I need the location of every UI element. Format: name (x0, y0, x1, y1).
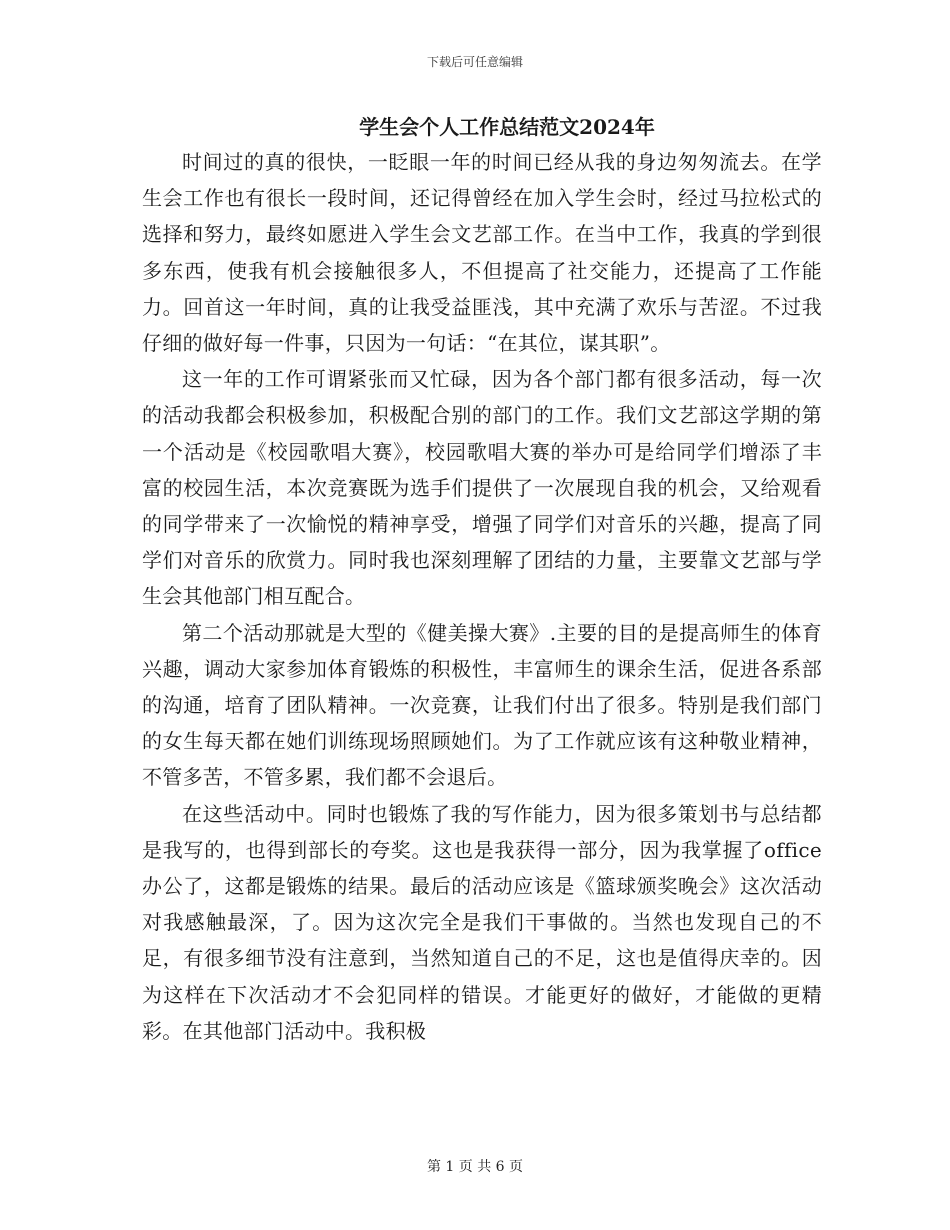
paragraph-3: 第二个活动那就是大型的《健美操大赛》.主要的目的是提高师生的体育兴趣，调动大家参加体育锻炼的积极性，丰富师生的课余生活，促进各系部的沟通，培育了团队精神。一次竞赛，让我们付出了很多。特别是我们部门的女生每天都在她们训练现场照顾她们。为了工作就应该有这种敬业精神，不管多苦，不管多累，我们都不会退后。 (142, 620, 822, 790)
page-header-note: 下载后可任意编辑 (426, 55, 523, 69)
document-title: 学生会个人工作总结范文2024年 (359, 115, 655, 139)
page-number-footer: 第 1 页 共 6 页 (426, 1159, 524, 1175)
paragraph-4: 在这些活动中。同时也锻炼了我的写作能力，因为很多策划书与总结都是我写的，也得到部长的夸奖。这也是我获得一部分，因为我掌握了office办公了，这都是锻炼的结果。最后的活动应该是《篮球颁奖晚会》这次活动对我感触最深，了。因为这次完全是我们干事做的。当然也发现自己的不足，有很多细节没有注意到，当然知道自己的不足，这也是值得庆幸的。因为这样在下次活动才不会犯同样的错误。才能更好的做好，才能做的更精彩。在其他部门活动中。我积极 (142, 801, 822, 1043)
paragraph-1: 时间过的真的很快，一眨眼一年的时间已经从我的身边匆匆流去。在学生会工作也有很长一段时间，还记得曾经在加入学生会时，经过马拉松式的选择和努力，最终如愿进入学生会文艺部工作。在当中工作，我真的学到很多东西，使我有机会接触很多人，不但提高了社交能力，还提高了工作能力。回首这一年时间，真的让我受益匪浅，其中充满了欢乐与苦涩。不过我仔细的做好每一件事，只因为一句话：“在其位，谋其职”。 (142, 150, 822, 356)
paragraph-2: 这一年的工作可谓紧张而又忙碌，因为各个部门都有很多活动，每一次的活动我都会积极参加，积极配合别的部门的工作。我们文艺部这学期的第一个活动是《校园歌唱大赛》，校园歌唱大赛的举办可是给同学们增添了丰富的校园生活，本次竞赛既为选手们提供了一次展现自我的机会，又给观看的同学带来了一次愉悦的精神享受，增强了同学们对音乐的兴趣，提高了同学们对音乐的欣赏力。同时我也深刻理解了团结的力量，主要靠文艺部与学生会其他部门相互配合。 (142, 367, 822, 609)
document-text (142, 144, 822, 1049)
document-body (142, 110, 822, 1049)
